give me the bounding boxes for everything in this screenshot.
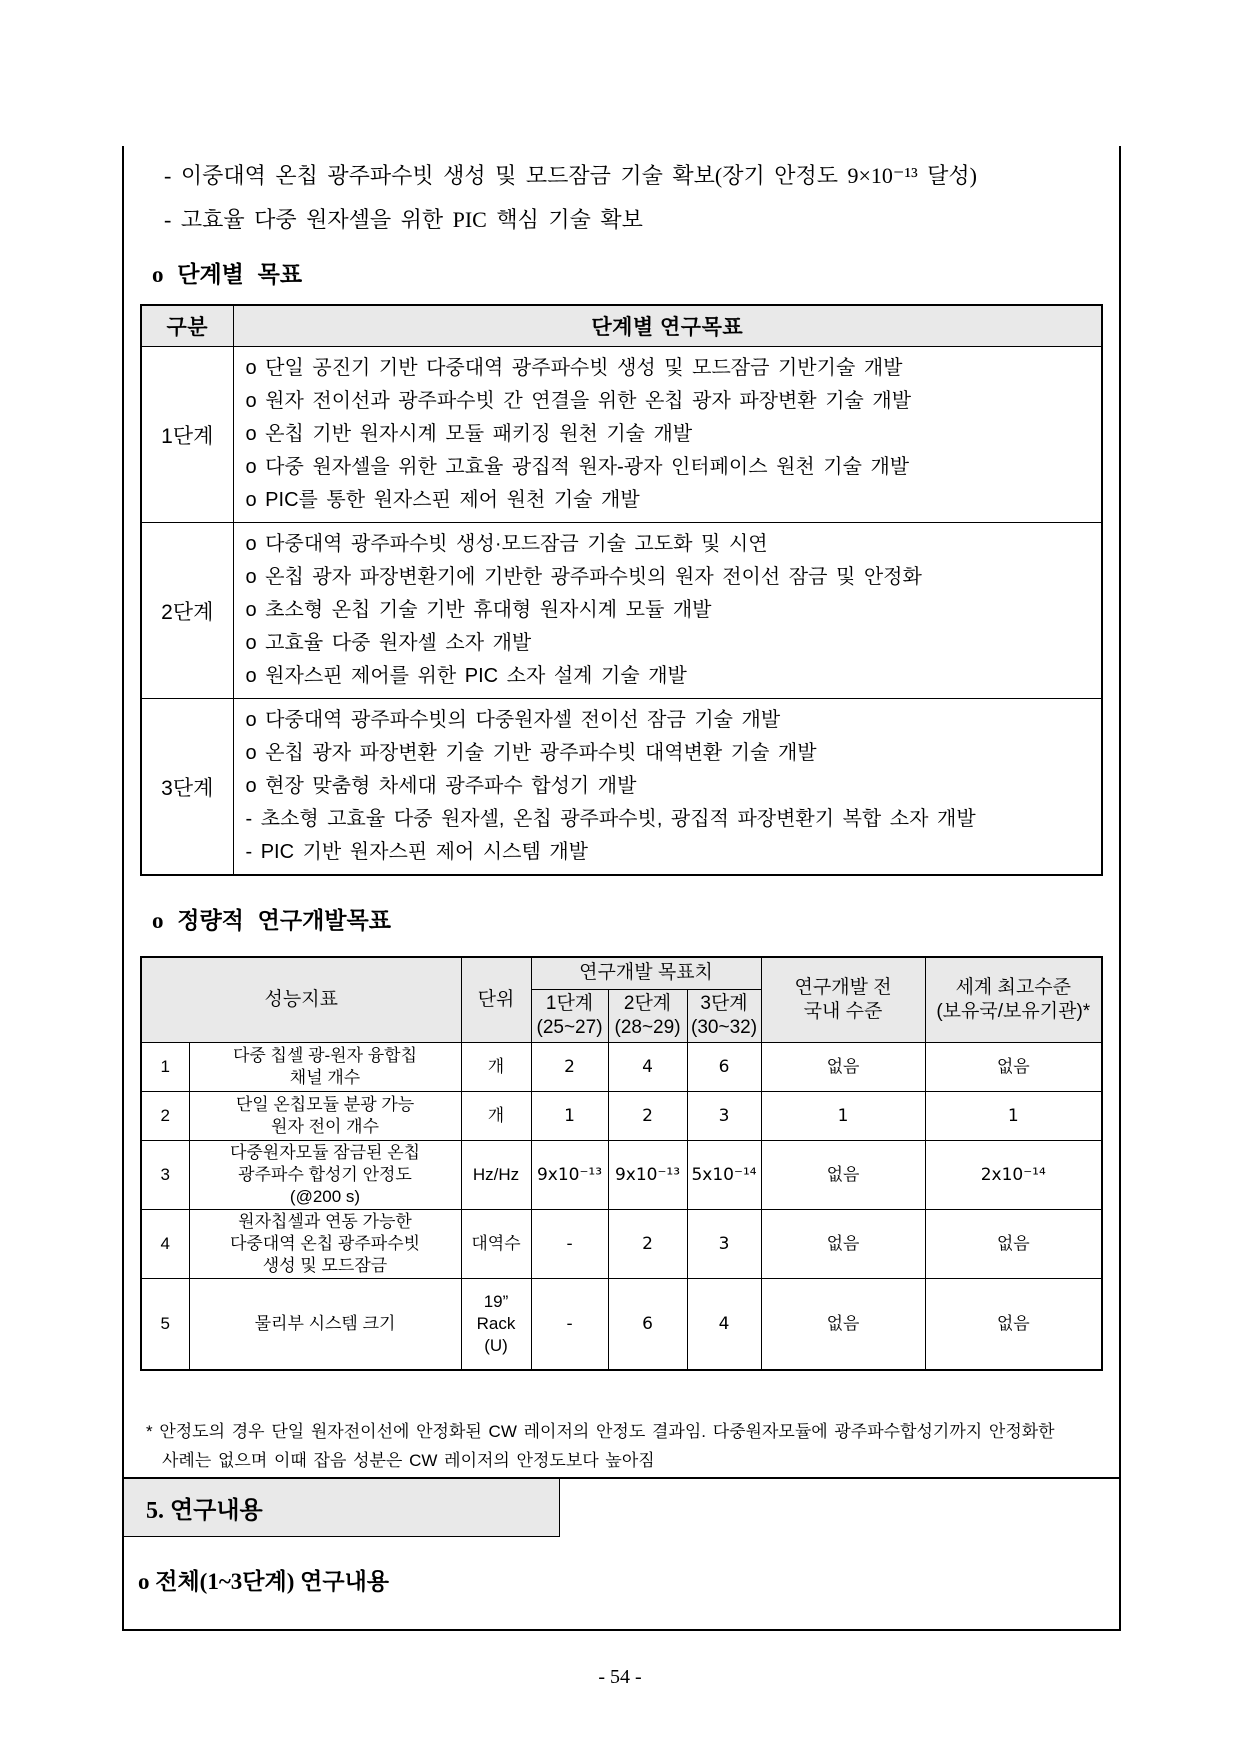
goal-item: o 단일 공진기 기반 다중대역 광주파수빗 생성 및 모드잠금 기반기술 개발 <box>245 357 903 379</box>
stage-goal-list <box>233 699 1102 876</box>
domestic-level: 없음 <box>761 1278 925 1370</box>
quant-goals-heading: o 정량적 연구개발목표 <box>152 908 391 933</box>
goal-item: o 원자스핀 제어를 위한 PIC 소자 설계 기술 개발 <box>245 665 687 687</box>
row-number: 1 <box>141 1042 189 1091</box>
intro-bullet-1: - 이중대역 온칩 광주파수빗 생성 및 모드잠금 기술 확보(장기 안정도 9×10⁻¹³ 달성) <box>164 163 977 188</box>
quant-header-domestic: 연구개발 전 국내 수준 <box>761 957 925 1042</box>
goal-item: o 현장 맞춤형 차세대 광주파수 합성기 개발 <box>245 775 637 797</box>
stage-row <box>141 347 1102 523</box>
stage-label: 1단계 <box>141 347 233 523</box>
page-number: - 54 - <box>598 1666 642 1688</box>
world-best-level: 없음 <box>925 1042 1102 1091</box>
domestic-level: 없음 <box>761 1042 925 1091</box>
target-stage-2: 6 <box>608 1278 687 1370</box>
section-5-title-cell <box>124 1479 560 1537</box>
metric-unit: Hz/Hz <box>461 1140 531 1209</box>
domestic-level: 없음 <box>761 1209 925 1278</box>
row-number: 2 <box>141 1091 189 1140</box>
stage-goal-list <box>233 523 1102 699</box>
quant-row <box>141 1209 1102 1278</box>
quant-row <box>141 1042 1102 1091</box>
target-stage-3: 4 <box>687 1278 761 1370</box>
goal-item: o 다중대역 광주파수빗의 다중원자셀 전이선 잠금 기술 개발 <box>245 709 781 731</box>
metric-name: 다중원자모듈 잠금된 온칩 광주파수 합성기 안정도 (@200 s) <box>189 1140 461 1209</box>
stage-row <box>141 699 1102 876</box>
target-stage-2: 2 <box>608 1091 687 1140</box>
target-stage-2: 4 <box>608 1042 687 1091</box>
stage-table-header-row <box>141 305 1102 347</box>
stage-label: 3단계 <box>141 699 233 876</box>
metric-name: 다중 칩셀 광-원자 융합칩 채널 개수 <box>189 1042 461 1091</box>
row-number: 3 <box>141 1140 189 1209</box>
metric-unit: 개 <box>461 1091 531 1140</box>
target-stage-1: 1 <box>531 1091 608 1140</box>
target-stage-3: 5x10⁻¹⁴ <box>687 1140 761 1209</box>
world-best-level: 없음 <box>925 1278 1102 1370</box>
intro-bullet-2: - 고효율 다중 원자셀을 위한 PIC 핵심 기술 확보 <box>164 207 643 232</box>
goal-item: - PIC 기반 원자스핀 제어 시스템 개발 <box>245 841 588 863</box>
target-stage-1: 2 <box>531 1042 608 1091</box>
domestic-level: 1 <box>761 1091 925 1140</box>
stage-row <box>141 523 1102 699</box>
world-best-level: 없음 <box>925 1209 1102 1278</box>
goal-item: - 초소형 고효율 다중 원자셀, 온칩 광주파수빗, 광집적 파장변환기 복합 소자 개발 <box>245 808 976 830</box>
stage-goals-heading: o 단계별 목표 <box>152 262 303 287</box>
section-5-subheading: o 전체(1~3단계) 연구내용 <box>138 1569 390 1594</box>
metric-name: 원자칩셀과 연동 가능한 다중대역 온칩 광주파수빗 생성 및 모드잠금 <box>189 1209 461 1278</box>
stage-label: 2단계 <box>141 523 233 699</box>
quant-header-stage-2: 2단계 (28~29) <box>608 989 687 1042</box>
goal-item: o 다중 원자셀을 위한 고효율 광집적 원자-광자 인터페이스 원천 기술 개발 <box>245 456 910 478</box>
quant-header-stage-1: 1단계 (25~27) <box>531 989 608 1042</box>
section-5-title: 5. 연구내용 <box>146 1498 263 1524</box>
world-best-level: 2x10⁻¹⁴ <box>925 1140 1102 1209</box>
quant-row <box>141 1278 1102 1370</box>
stage-table-header-category: 구분 <box>141 305 233 347</box>
target-stage-3: 3 <box>687 1209 761 1278</box>
quant-row <box>141 1091 1102 1140</box>
metric-unit: 대역수 <box>461 1209 531 1278</box>
target-stage-1: - <box>531 1278 608 1370</box>
quant-footnote: * 안정도의 경우 단일 원자전이선에 안정화된 CW 레이저의 안정도 결과임. 다중원자모듈에 광주파수합성기까지 안정화한 사례는 없으며 이때 잡음 성분은 CW 레이저의 안정도보다 높아짐 <box>146 1421 1055 1470</box>
goal-item: o 온칩 광자 파장변환 기술 기반 광주파수빗 대역변환 기술 개발 <box>245 742 817 764</box>
intro-bullets <box>140 146 1103 242</box>
target-stage-1: - <box>531 1209 608 1278</box>
metric-name: 단일 온칩모듈 분광 가능 원자 전이 개수 <box>189 1091 461 1140</box>
stage-goal-list <box>233 347 1102 523</box>
quant-header-target-group: 연구개발 목표치 <box>531 957 761 989</box>
target-stage-3: 3 <box>687 1091 761 1140</box>
quant-row <box>141 1140 1102 1209</box>
stage-table-body <box>141 347 1102 876</box>
world-best-level: 1 <box>925 1091 1102 1140</box>
row-number: 4 <box>141 1209 189 1278</box>
stage-table-header-goals: 단계별 연구목표 <box>233 305 1102 347</box>
target-stage-2: 9x10⁻¹³ <box>608 1140 687 1209</box>
quant-header-world: 세계 최고수준 (보유국/보유기관)* <box>925 957 1102 1042</box>
quant-goals-table <box>140 956 1103 1371</box>
quant-header-metric: 성능지표 <box>141 957 461 1042</box>
metric-name: 물리부 시스템 크기 <box>189 1278 461 1370</box>
goal-item: o 온칩 기반 원자시계 모듈 패키징 원천 기술 개발 <box>245 423 693 445</box>
target-stage-1: 9x10⁻¹³ <box>531 1140 608 1209</box>
stage-goals-table <box>140 304 1103 876</box>
goal-item: o 초소형 온칩 기술 기반 휴대형 원자시계 모듈 개발 <box>245 599 712 621</box>
metric-unit: 19” Rack (U) <box>461 1278 531 1370</box>
goal-item: o 고효율 다중 원자셀 소자 개발 <box>245 632 532 654</box>
domestic-level: 없음 <box>761 1140 925 1209</box>
section-5-box <box>122 1477 1121 1631</box>
target-stage-2: 2 <box>608 1209 687 1278</box>
quant-table-body <box>141 1042 1102 1370</box>
content-box <box>122 146 1121 1477</box>
goal-item: o PIC를 통한 원자스핀 제어 원천 기술 개발 <box>245 489 640 511</box>
goal-item: o 온칩 광자 파장변환기에 기반한 광주파수빗의 원자 전이선 잠금 및 안정화 <box>245 566 922 588</box>
quant-header-row-1 <box>141 957 1102 989</box>
metric-unit: 개 <box>461 1042 531 1091</box>
row-number: 5 <box>141 1278 189 1370</box>
quant-header-stage-3: 3단계 (30~32) <box>687 989 761 1042</box>
target-stage-3: 6 <box>687 1042 761 1091</box>
quant-header-unit: 단위 <box>461 957 531 1042</box>
goal-item: o 원자 전이선과 광주파수빗 간 연결을 위한 온칩 광자 파장변환 기술 개발 <box>245 390 912 412</box>
goal-item: o 다중대역 광주파수빗 생성·모드잠금 기술 고도화 및 시연 <box>245 533 768 555</box>
